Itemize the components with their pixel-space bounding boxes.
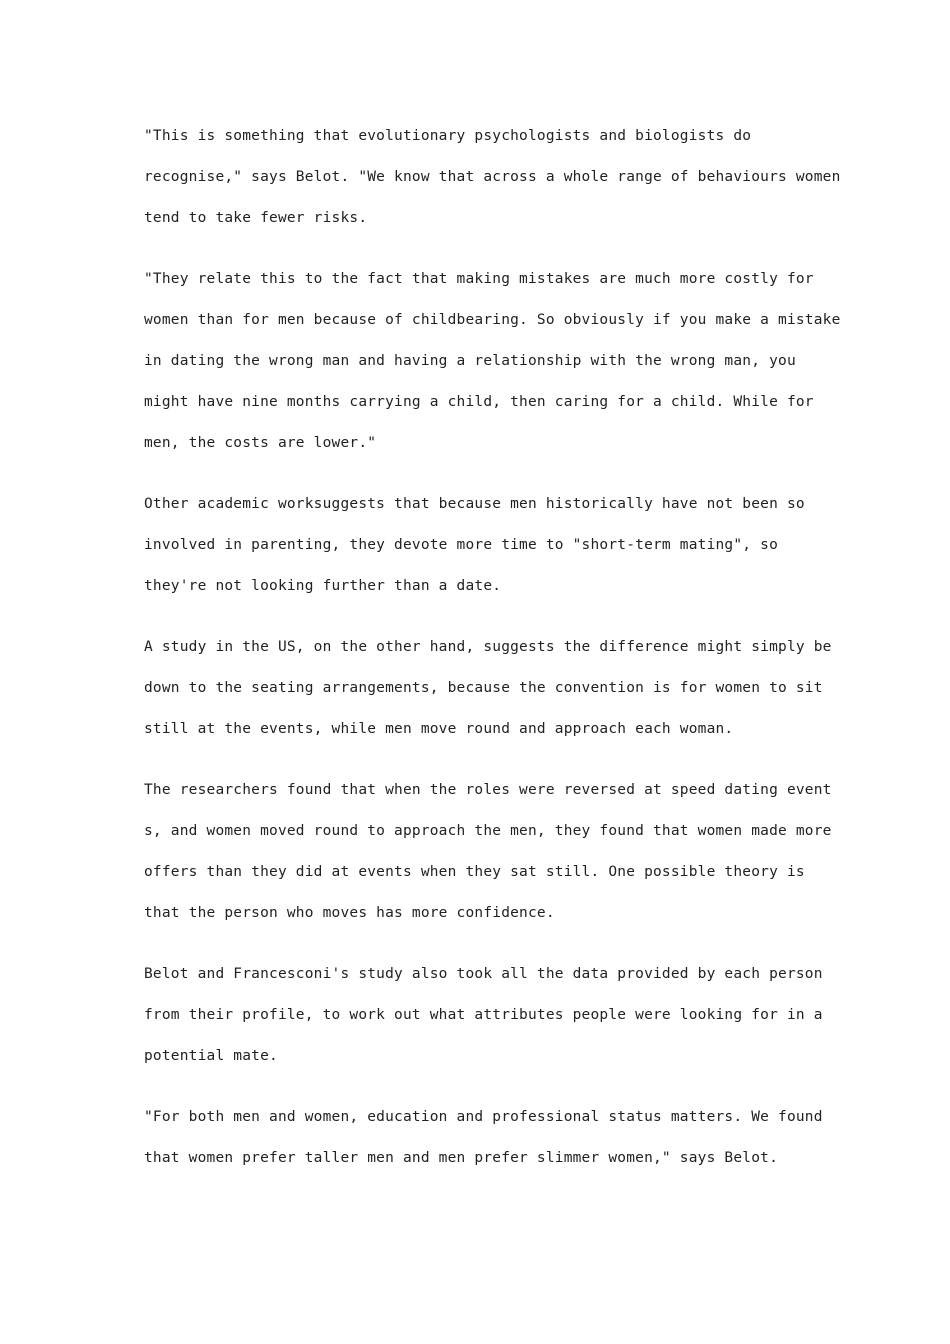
text-line: that the person who moves has more confidence. <box>144 905 555 921</box>
text-line: in dating the wrong man and having a relationship with the wrong man, you <box>144 353 796 369</box>
text-line: they're not looking further than a date. <box>144 578 502 594</box>
paragraph-7 <box>144 1097 824 1179</box>
text-line: down to the seating arrangements, because the convention is for women to sit <box>144 680 823 696</box>
text-line: involved in parenting, they devote more time to "short-term mating", so <box>144 537 779 553</box>
text-line: "They relate this to the fact that making mistakes are much more costly for <box>144 271 814 287</box>
text-line: The researchers found that when the roles were reversed at speed dating event <box>144 782 832 798</box>
text-line: potential mate. <box>144 1048 278 1064</box>
paragraph-3 <box>144 484 824 607</box>
text-line: still at the events, while men move round and approach each woman. <box>144 721 734 737</box>
text-line: might have nine months carrying a child, then caring for a child. While for <box>144 394 814 410</box>
text-line: offers than they did at events when they sat still. One possible theory is <box>144 864 805 880</box>
text-line: Other academic worksuggests that because men historically have not been so <box>144 496 805 512</box>
text-line: men, the costs are lower." <box>144 435 377 451</box>
text-line: from their profile, to work out what attributes people were looking for in a <box>144 1007 823 1023</box>
paragraph-1 <box>144 116 841 239</box>
paragraph-2 <box>144 259 841 464</box>
paragraph-5 <box>144 770 832 934</box>
text-line: A study in the US, on the other hand, suggests the difference might simply be <box>144 639 832 655</box>
article-body <box>144 116 841 1199</box>
text-line: s, and women moved round to approach the men, they found that women made more <box>144 823 832 839</box>
text-line: recognise," says Belot. "We know that across a whole range of behaviours women <box>144 169 841 185</box>
text-line: tend to take fewer risks. <box>144 210 368 226</box>
text-line: that women prefer taller men and men prefer slimmer women," says Belot. <box>144 1150 779 1166</box>
text-line: women than for men because of childbearing. So obviously if you make a mistake <box>144 312 841 328</box>
text-line: Belot and Francesconi's study also took all the data provided by each person <box>144 966 823 982</box>
paragraph-4 <box>144 627 832 750</box>
text-line: "For both men and women, education and professional status matters. We found <box>144 1109 823 1125</box>
paragraph-6 <box>144 954 824 1077</box>
text-line: "This is something that evolutionary psychologists and biologists do <box>144 128 752 144</box>
